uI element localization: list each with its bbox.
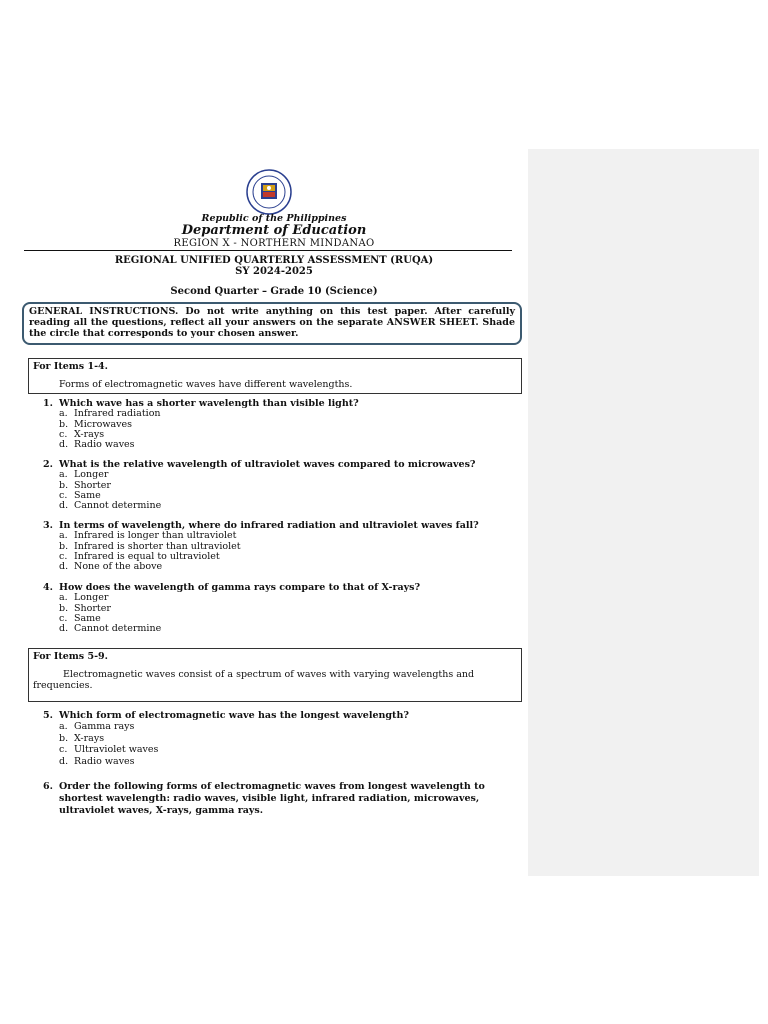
question-number: 2. — [43, 459, 53, 470]
choice-item: a. Infrared is longer than ultraviolet — [59, 530, 237, 542]
department-title: Department of Education — [181, 223, 367, 238]
region-text: REGION X - NORTHERN MINDANAO — [173, 238, 375, 249]
question-1 — [43, 398, 513, 451]
question-5 — [43, 710, 513, 767]
question-text: How does the wavelength of gamma rays compare to that of X-rays? — [59, 582, 421, 593]
question-number: 6. — [43, 781, 53, 792]
choice-item: d. Cannot determine — [59, 623, 162, 635]
stem-heading: For Items 5-9. — [33, 651, 108, 662]
stem-body: Electromagnetic waves consist of a spectrum of waves with varying wavelengths and frequencies. — [33, 669, 475, 692]
choice-item: a. Longer — [59, 592, 109, 604]
choice-item: b. Microwaves — [59, 418, 133, 430]
choice-item: d. Radio waves — [59, 439, 135, 451]
general-instructions: GENERAL INSTRUCTIONS. Do not write anything on this test paper. After carefully reading all the questions, reflect all your answers on the separate ANSWER SHEET. Shade the circle that corresponds to your chosen answer. — [22, 302, 522, 345]
stem-heading: For Items 1-4. — [33, 361, 108, 372]
choice-item: c. Same — [59, 489, 101, 501]
stem-box-items-5-9 — [28, 648, 522, 702]
choice-item: d. Radio waves — [59, 755, 135, 767]
quarter-grade: Second Quarter – Grade 10 (Science) — [170, 286, 378, 297]
question-number: 1. — [43, 398, 53, 409]
choice-item: a. Gamma rays — [59, 721, 135, 733]
question-number: 4. — [43, 582, 53, 593]
choice-item: c. Same — [59, 612, 101, 624]
choice-item: b. Shorter — [59, 602, 111, 614]
choice-item: b. X-rays — [59, 732, 105, 744]
republic-text: Republic of the Philippines — [201, 213, 347, 224]
question-2 — [43, 459, 513, 512]
choice-item: d. Cannot determine — [59, 500, 162, 512]
deped-seal-icon — [238, 168, 300, 216]
choice-item: c. Infrared is equal to ultraviolet — [59, 550, 220, 562]
choice-item: b. Infrared is shorter than ultraviolet — [59, 540, 241, 552]
stem-box-items-1-4 — [28, 358, 522, 394]
choice-item: b. Shorter — [59, 479, 111, 491]
choice-item: c. Ultraviolet waves — [59, 744, 159, 756]
question-6 — [43, 781, 513, 817]
choice-item: a. Infrared radiation — [59, 408, 161, 420]
choice-item: c. X-rays — [59, 428, 105, 440]
question-text: Order the following forms of electromagnetic waves from longest wavelength to shortest wavelength: radio waves, visible light, infrared radiation, microwaves, ultraviolet waves, X-rays, gamma rays. — [59, 781, 485, 816]
question-number: 3. — [43, 520, 53, 531]
school-year: SY 2024-2025 — [235, 266, 313, 277]
choice-item: a. Longer — [59, 469, 109, 481]
question-4 — [43, 582, 513, 635]
stem-body: Forms of electromagnetic waves have different wavelengths. — [59, 379, 353, 391]
choice-item: d. None of the above — [59, 561, 163, 573]
comment-side-panel — [528, 149, 759, 876]
question-text: Which wave has a shorter wavelength than visible light? — [59, 398, 359, 409]
question-3 — [43, 520, 513, 573]
question-text: Which form of electromagnetic wave has the longest wavelength? — [59, 710, 409, 721]
question-number: 5. — [43, 710, 53, 721]
question-text: What is the relative wavelength of ultraviolet waves compared to microwaves? — [59, 459, 476, 470]
question-text: In terms of wavelength, where do infrared radiation and ultraviolet waves fall? — [59, 520, 479, 531]
header-divider — [24, 250, 512, 251]
assessment-title: REGIONAL UNIFIED QUARTERLY ASSESSMENT (RUQA) — [114, 255, 434, 266]
